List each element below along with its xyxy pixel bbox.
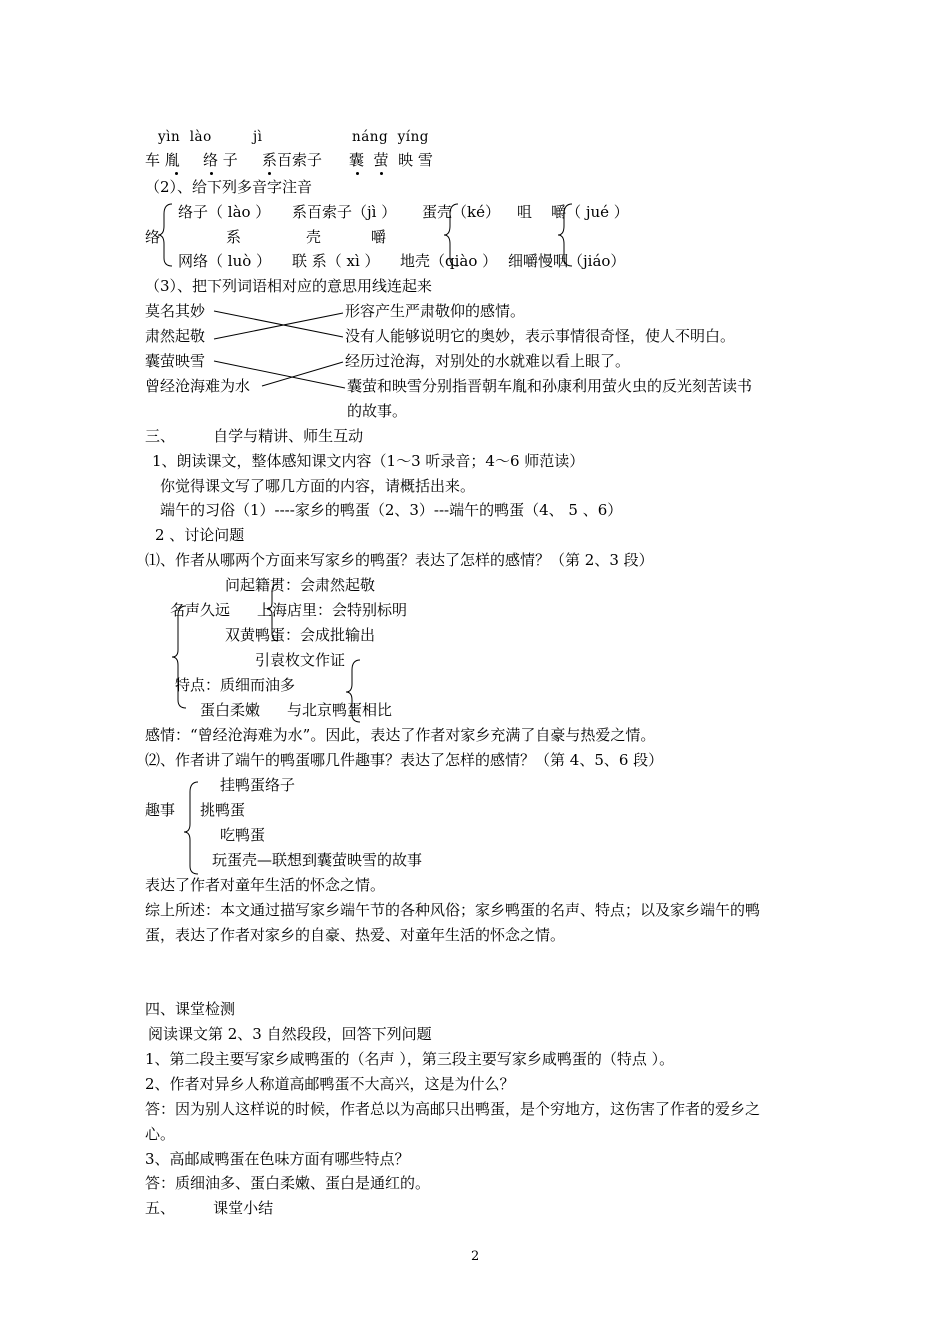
matching-right-meaning: 没有人能够说明它的奥妙，表示事情很奇怪，使人不明白。 bbox=[345, 327, 736, 345]
diagram-item: 引袁枚文作证 bbox=[255, 651, 346, 669]
pinyin-ji: jì bbox=[253, 129, 263, 145]
diagram-item: 双黄鸭蛋：会成批输出 bbox=[225, 626, 376, 644]
polyphone-ke-2: 地壳（qiào ） bbox=[400, 252, 498, 270]
section-3-p4: 2 、讨论问题 bbox=[155, 526, 245, 544]
section-3-p2: 你觉得课文写了哪几方面的内容，请概括出来。 bbox=[160, 477, 476, 495]
section-3-p3: 端午的习俗（1）----家乡的鸭蛋（2、3）---端午的鸭蛋（4、 5 、6） bbox=[160, 501, 623, 519]
diagram-item: 名声久远 bbox=[170, 601, 231, 619]
brace-feature bbox=[346, 660, 360, 722]
diagram-item: 与北京鸭蛋相比 bbox=[287, 701, 393, 719]
matching-left-term: 囊萤映雪 bbox=[145, 352, 206, 370]
brace-fame-sub bbox=[267, 584, 278, 641]
polyphone-char-jue: 嚼 bbox=[371, 228, 387, 246]
word-che-yin: 车 胤 bbox=[145, 151, 180, 169]
polyphone-xi-1: 系百索子（jì ） bbox=[292, 203, 397, 221]
polyphone-luo-1: 络子（ lào ） bbox=[178, 203, 271, 221]
polyphone-ke-1: 蛋壳（ké） bbox=[422, 203, 500, 221]
match-line bbox=[214, 311, 343, 337]
word-nang-ying-ying-xue: 囊 萤 映 雪 bbox=[349, 151, 433, 169]
check-question-3: 3、高邮咸鸭蛋在色味方面有哪些特点？ bbox=[145, 1150, 410, 1168]
brace-jue bbox=[558, 204, 572, 266]
match-line bbox=[214, 313, 343, 339]
check-answer-3: 答：质细油多、蛋白柔嫩、蛋白是通红的。 bbox=[145, 1174, 431, 1192]
fun-item: 玩蛋壳—联想到囊萤映雪的故事 bbox=[212, 851, 423, 869]
matching-left-term: 曾经沧海难为水 bbox=[145, 377, 251, 395]
diagram-item: 蛋白柔嫩 bbox=[200, 701, 261, 719]
question-2: ⑵、作者讲了端午的鸭蛋哪几件趣事？表达了怎样的感情？（第 4、5、6 段） bbox=[145, 751, 664, 769]
fun-item: 挑鸭蛋 bbox=[200, 801, 246, 819]
page-number: 2 bbox=[471, 1249, 480, 1264]
match-line bbox=[214, 361, 345, 388]
section-4-intro: 阅读课文第 2、3 自然段段，回答下列问题 bbox=[148, 1025, 432, 1043]
brace-fame bbox=[172, 606, 186, 708]
pinyin-yin-lao: yìn lào bbox=[158, 129, 212, 145]
matching-right-meaning-cont: 的故事。 bbox=[347, 402, 408, 420]
brace-luo bbox=[158, 204, 172, 266]
summary-line-1: 综上所述：本文通过描写家乡端午节的各种风俗；家乡鸭蛋的名声、特点；以及家乡端午的鸭 bbox=[145, 901, 761, 919]
emotion-2: 表达了作者对童年生活的怀念之情。 bbox=[145, 876, 386, 894]
diagram-item: 上海店里：会特别标明 bbox=[257, 601, 408, 619]
question-1: ⑴、作者从哪两个方面来写家乡的鸭蛋？表达了怎样的感情？（第 2、3 段） bbox=[145, 551, 654, 569]
section-4-title: 四、课堂检测 bbox=[145, 1000, 236, 1018]
matching-heading: （3）、把下列词语相对应的意思用线连起来 bbox=[145, 277, 433, 295]
emotion-1: 感情：“曾经沧海难为水”。因此，表达了作者对家乡充满了自豪与热爱之情。 bbox=[145, 726, 656, 744]
polyphone-jue-1: 咀 嚼（ jué ） bbox=[517, 203, 629, 221]
polyphone-char-luo: 络 bbox=[145, 228, 161, 246]
fun-label: 趣事 bbox=[145, 801, 176, 819]
polyphone-xi-2: 联 系（ xì ） bbox=[292, 252, 380, 270]
word-lao-zi: 络 子 bbox=[203, 151, 238, 169]
polyphone-luo-2: 网络（ luò ） bbox=[178, 252, 272, 270]
summary-line-2: 蛋，表达了作者对家乡的自豪、热爱、对童年生活的怀念之情。 bbox=[145, 926, 566, 944]
word-xi-bai-suo-zi: 系百索子 bbox=[262, 151, 323, 169]
diagram-item: 特点：质细而油多 bbox=[175, 676, 296, 694]
matching-right-meaning: 形容产生严肃敬仰的感情。 bbox=[345, 302, 526, 320]
check-question-1: 1、第二段主要写家乡咸鸭蛋的（名声 ），第三段主要写家乡咸鸭蛋的（特点 ）。 bbox=[145, 1050, 675, 1068]
diagram-item: 问起籍贯：会肃然起敬 bbox=[225, 576, 376, 594]
check-answer-2-cont: 心。 bbox=[145, 1125, 176, 1143]
brace-ke bbox=[444, 204, 458, 266]
polyphone-char-xi: 系 bbox=[226, 228, 242, 246]
match-line bbox=[262, 362, 343, 386]
polyphone-heading: （2）、给下列多音字注音 bbox=[145, 178, 313, 196]
section-3-p1: 1、朗读课文，整体感知课文内容（1～3 听录音；4～6 师范读） bbox=[152, 452, 585, 470]
matching-right-meaning: 经历过沧海，对别处的水就难以看上眼了。 bbox=[345, 352, 631, 370]
check-question-2: 2、作者对异乡人称道高邮鸭蛋不大高兴，这是为什么？ bbox=[145, 1075, 515, 1093]
section-3-title: 三、 自学与精讲、师生互动 bbox=[145, 427, 364, 445]
check-answer-2: 答：因为别人这样说的时候，作者总以为高邮只出鸭蛋，是个穷地方，这伤害了作者的爱乡之 bbox=[145, 1100, 761, 1118]
matching-left-term: 莫名其妙 bbox=[145, 302, 206, 320]
brace-fun bbox=[184, 782, 198, 874]
polyphone-jue-2: 细嚼慢咽（jiáo） bbox=[508, 252, 626, 270]
fun-item: 挂鸭蛋络子 bbox=[220, 776, 296, 794]
matching-left-term: 肃然起敬 bbox=[145, 327, 206, 345]
fun-item: 吃鸭蛋 bbox=[220, 826, 266, 844]
polyphone-char-ke: 壳 bbox=[306, 228, 322, 246]
matching-right-meaning: 囊萤和映雪分别指晋朝车胤和孙康利用萤火虫的反光刻苦读书 bbox=[347, 377, 753, 395]
section-5-title: 五、 课堂小结 bbox=[145, 1199, 274, 1217]
pinyin-nang-ying: náng yíng bbox=[352, 129, 429, 145]
